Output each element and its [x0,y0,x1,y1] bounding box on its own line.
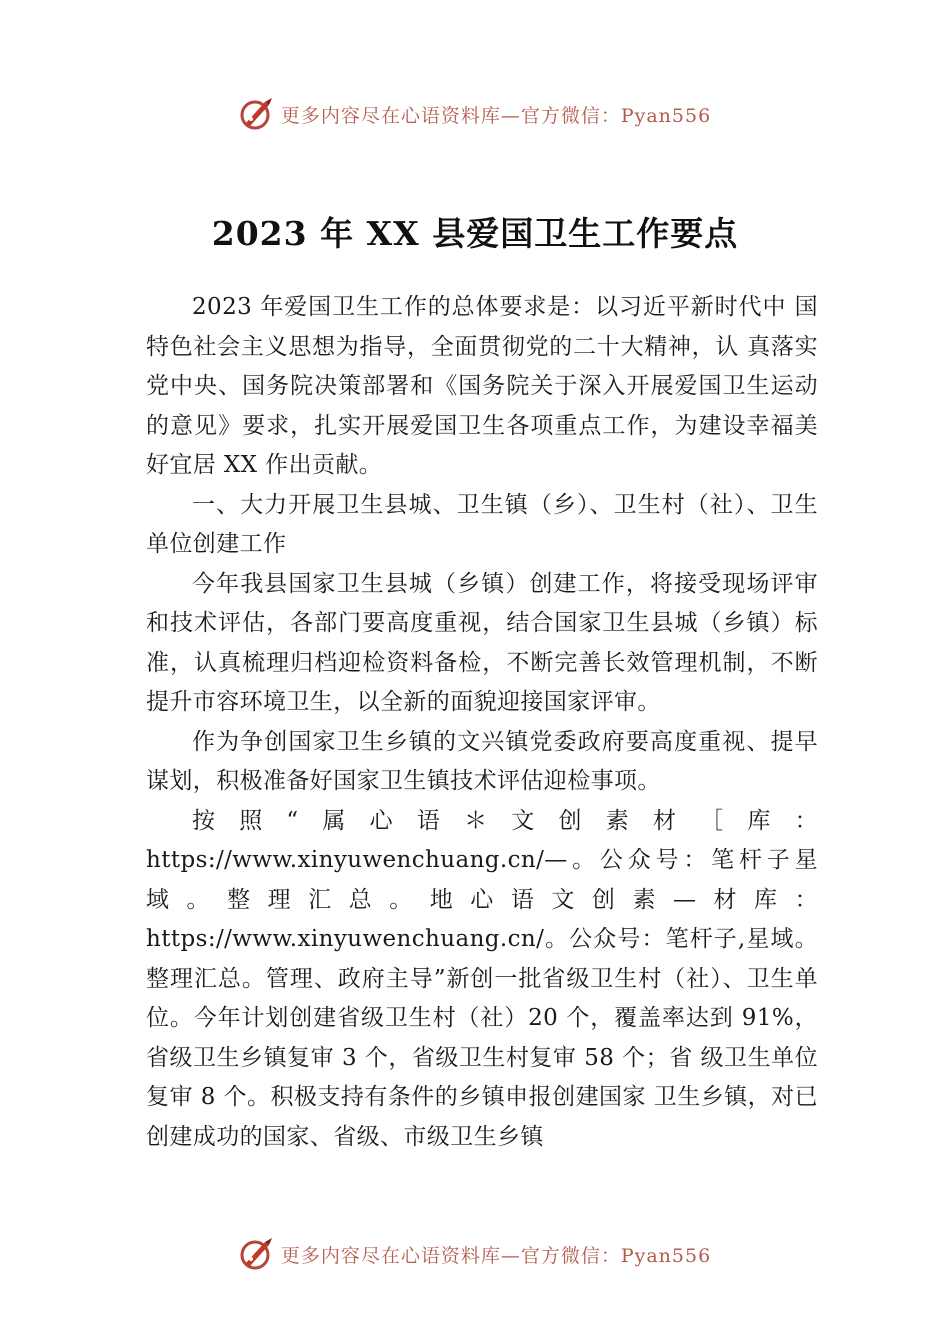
watermark-text: 更多内容尽在心语资料库—官方微信：Pyan556 [280,104,712,127]
watermark-banner-top [0,92,950,136]
paragraph-provincial-plan: 按照“属心语＊文创素材［库：https://www.xinyuwenchuang.cn/—。公众号：笔杆子星域。整理汇总。地心语文创素—材库：https://www.xinyuwenchuang.cn/。公众号：笔杆子,星域。整理汇总。管理、政府主导”新创一批省级卫生村（社）、卫生单位。今年计划创建省级卫生村（社）20 个，覆盖率达到 91%，省级卫生乡镇复审 3 个，省级卫生村复审 58 个；省 级卫生单位复审 8 个。积极支持有条件的乡镇申报创建国家 卫生乡镇，对已创建成功的国家、省级、市级卫生乡镇 [146,807,818,1150]
section-heading-1: 一、大力开展卫生县城、卫生镇（乡）、卫生村（社）、卫生单位创建工作 [146,491,818,557]
watermark-text: 更多内容尽在心语资料库—官方微信：Pyan556 [280,1244,712,1267]
quill-pen-logo-icon [239,1236,275,1272]
watermark-banner-bottom [0,1232,950,1276]
paragraph-wenxing-town: 作为争创国家卫生乡镇的文兴镇党委政府要高度重视、提早谋划，积极准备好国家卫生镇技术评估迎检事项。 [146,728,818,794]
paragraph-requirements: 2023 年爱国卫生工作的总体要求是：以习近平新时代中 国特色社会主义思想为指导，全面贯彻党的二十大精神，认 真落实党中央、国务院决策部署和《国务院关于深入开展爱国卫生运动的意见》要求，扎实开展爱国卫生各项重点工作，为建设幸福美好宜居 XX 作出贡献。 [146,294,818,478]
paragraph-county-creation: 今年我县国家卫生县城（乡镇）创建工作，将接受现场评审和技术评估，各部门要高度重视，结合国家卫生县城（乡镇）标准，认真梳理归档迎检资料备检，不断完善长效管理机制，不断提升市容环境卫生，以全新的面貌迎接国家评审。 [146,570,818,715]
quill-pen-logo-icon [239,96,275,132]
document-title: 2023 年 XX 县爱国卫生工作要点 [211,214,739,254]
document-body [146,288,818,1157]
